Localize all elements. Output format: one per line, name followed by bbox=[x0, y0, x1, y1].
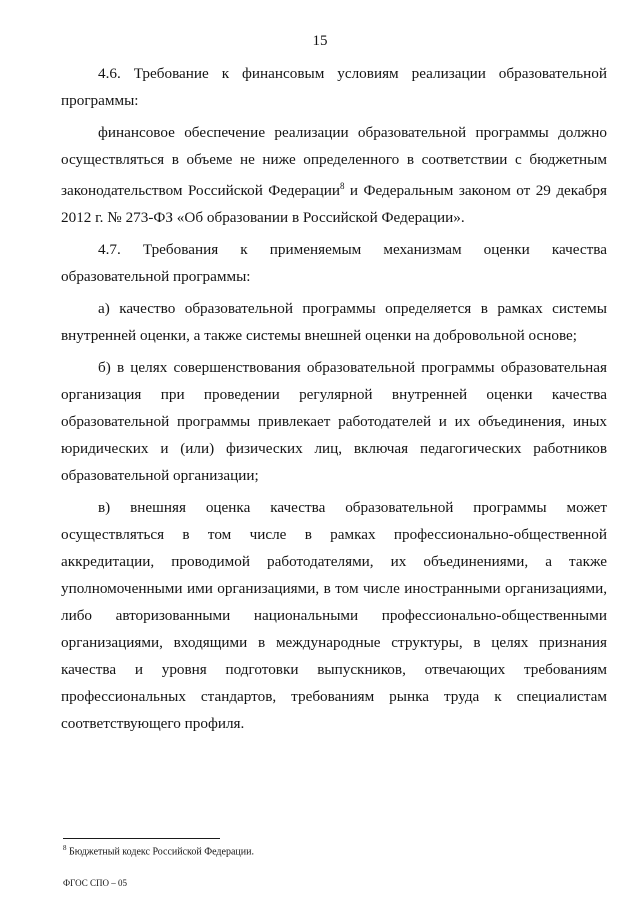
footnote-reference: 8 bbox=[339, 181, 345, 191]
section-4-6-text bbox=[61, 119, 607, 231]
section-4-6-text-rest: и Федеральным законом от 29 декабря 2012 г. № 273-ФЗ «Об образовании в Российской Федерации». bbox=[61, 182, 607, 227]
section-4-7-item-a: а) качество образовательной программы определяется в рамках системы внутренней оценки, а также системы внешней оценки на добровольной основе; bbox=[61, 300, 607, 345]
footnote-marker: 8 bbox=[63, 844, 67, 852]
footnote bbox=[63, 844, 254, 857]
section-4-6-heading: 4.6. Требование к финансовым условиям реализации образовательной программы: bbox=[61, 65, 607, 109]
footnote-divider bbox=[63, 838, 220, 839]
section-4-7-heading: 4.7. Требования к применяемым механизмам оценки качества образовательной программы: bbox=[61, 241, 607, 286]
section-4-7-item-b: б) в целях совершенствования образовательной программы образовательная организация при проведении регулярной внутренней оценки качества образовательной программы привлекает работодателей и их объединения, иных юридических и (или) физических лиц, включая педагогических работников образовательной организации; bbox=[61, 359, 607, 485]
footnote-text: Бюджетный кодекс Российской Федерации. bbox=[66, 846, 254, 858]
section-4-6-text-main: финансовое обеспечение реализации образовательной программы должно осуществляться в объеме не ниже определенного в соответствии с бюджетным законодательством Российской Федерации bbox=[61, 124, 607, 200]
document-code: ФГОС СПО – 05 bbox=[63, 878, 127, 888]
section-4-7-item-c: в) внешняя оценка качества образовательной программы может осуществляться в том числе в рамках профессионально-общественной аккредитации, проводимой работодателями, их объединениями, а также уполномоченными ими организациями, в том числе иностранными организациями, либо авторизованными национальными профессионально-общественными организациями, входящими в международные структуры, в целях признания качества и уровня подготовки выпускников, отвечающих требованиям профессиональных стандартов, требованиям рынка труда к специалистам соответствующего профиля. bbox=[61, 499, 607, 733]
page-number: 15 bbox=[312, 33, 328, 49]
document-body bbox=[61, 60, 607, 742]
